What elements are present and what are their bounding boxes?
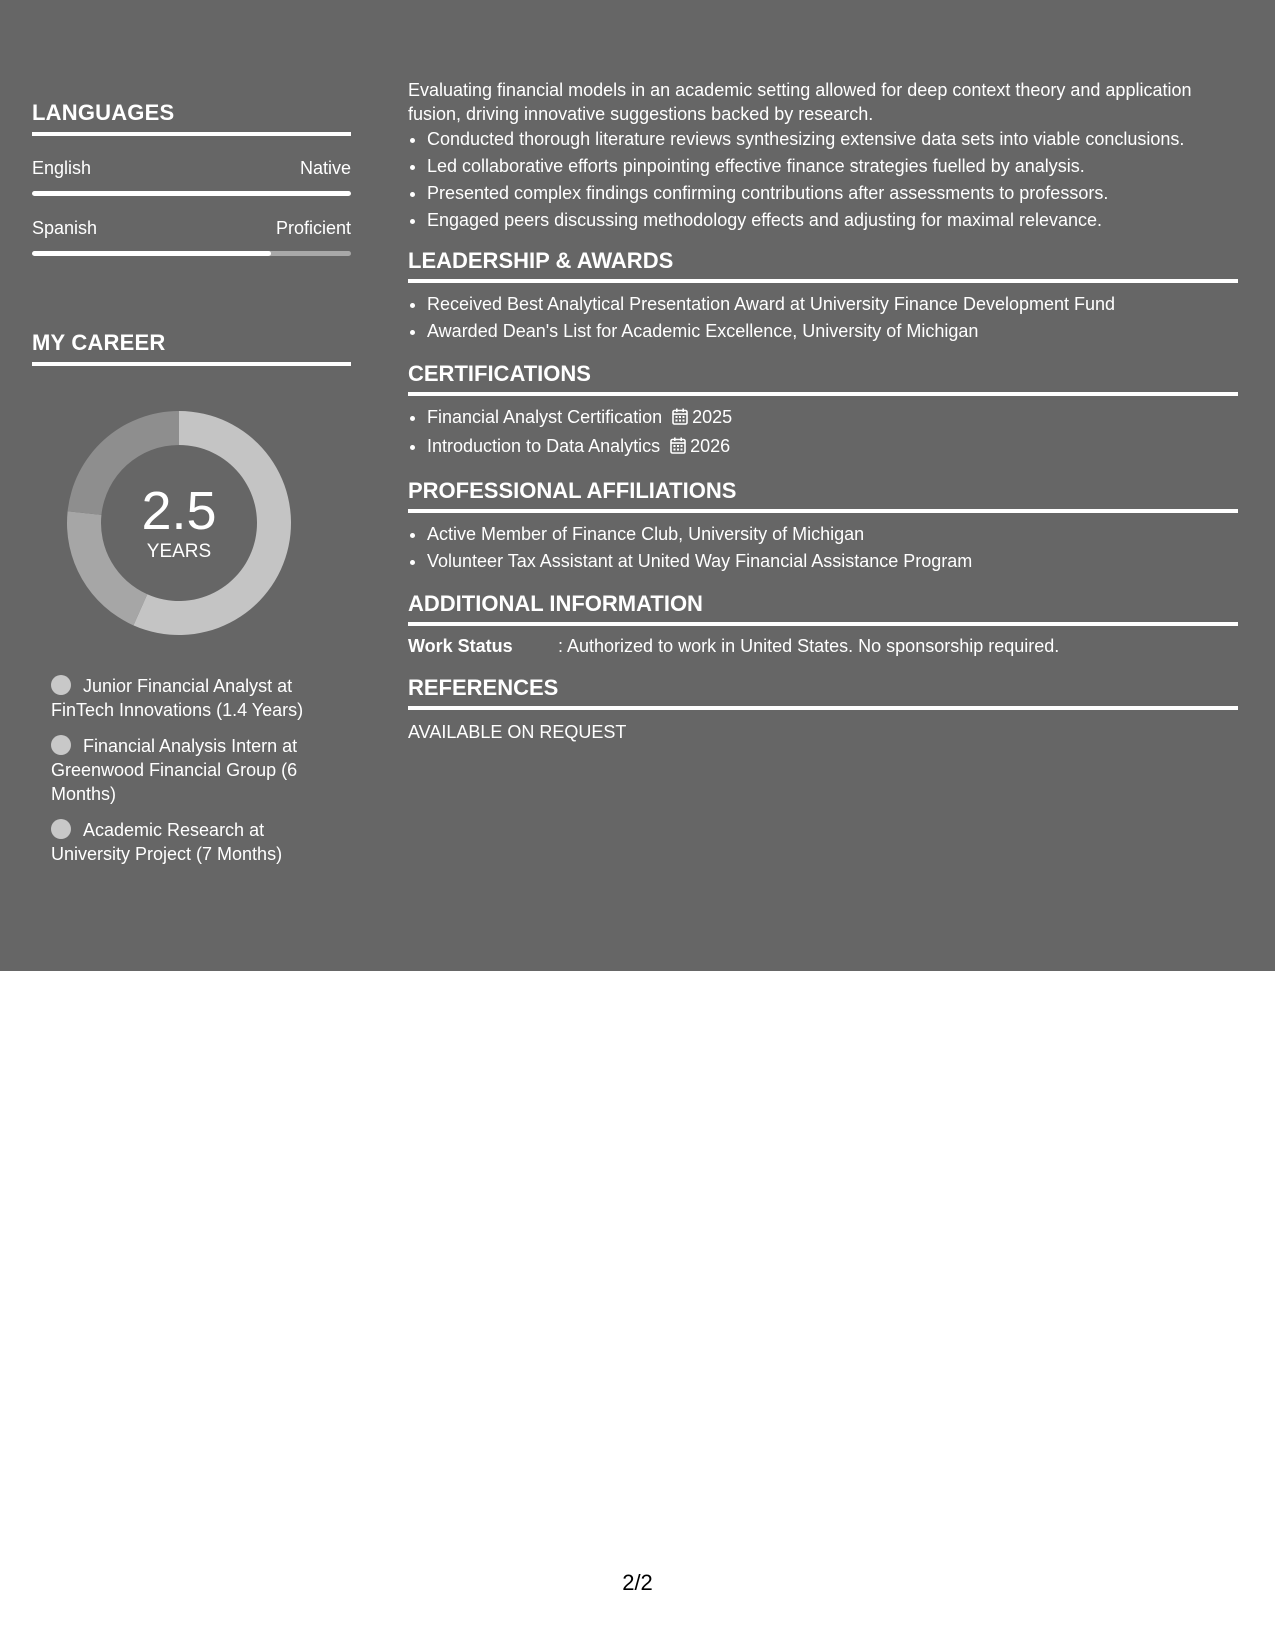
language-proficiency-fill xyxy=(32,251,271,256)
language-name: Spanish xyxy=(32,218,98,238)
calendar-icon xyxy=(672,406,688,433)
experience-bullet: • Led collaborative efforts pinpointing effective finance strategies fuelled by analysis. xyxy=(427,153,1238,180)
career-title: MY CAREER xyxy=(32,330,351,366)
certification-item xyxy=(427,404,1238,433)
certifications-list xyxy=(408,404,1238,462)
leadership-title: LEADERSHIP & AWARDS xyxy=(408,248,1238,283)
references-text: AVAILABLE ON REQUEST xyxy=(408,722,627,742)
leadership-list xyxy=(408,291,1238,345)
affiliation-item: • Active Member of Finance Club, University of Michigan xyxy=(427,521,1238,548)
career-total-value: 2.5 xyxy=(141,481,217,541)
career-legend-label: Junior Financial Analyst at FinTech Innovations (1.4 Years) xyxy=(51,676,304,720)
calendar-icon xyxy=(670,435,686,462)
language-proficiency-bar xyxy=(32,191,351,196)
language-name: English xyxy=(32,158,92,178)
affiliation-item: • Volunteer Tax Assistant at United Way Financial Assistance Program xyxy=(427,548,1238,575)
career-donut-chart xyxy=(64,408,294,638)
work-status-row xyxy=(408,636,1238,657)
left-column xyxy=(32,0,351,878)
career-legend-item xyxy=(51,734,331,806)
legend-dot-icon xyxy=(51,735,71,755)
certification-item xyxy=(427,433,1238,462)
certification-name: Financial Analyst Certification xyxy=(427,407,663,427)
legend-dot-icon xyxy=(51,675,71,695)
certification-year: 2026 xyxy=(690,436,731,456)
certification-year: 2025 xyxy=(692,407,733,427)
language-spanish xyxy=(32,218,351,256)
languages-title: LANGUAGES xyxy=(32,100,351,136)
additional-info-title: ADDITIONAL INFORMATION xyxy=(408,591,1238,626)
experience-bullet: • Conducted thorough literature reviews synthesizing extensive data sets into viable conclusions. xyxy=(427,126,1238,153)
leadership-item: • Received Best Analytical Presentation Award at University Finance Development Fund xyxy=(427,291,1238,318)
references-title: REFERENCES xyxy=(408,675,1238,710)
experience-bullets xyxy=(408,126,1238,234)
right-column xyxy=(408,78,1238,743)
experience-summary: Evaluating financial models in an academic setting allowed for deep context theory and application fusion, driving innovative suggestions backed by research. xyxy=(408,80,1192,124)
certification-name: Introduction to Data Analytics xyxy=(427,436,661,456)
language-proficiency-bar xyxy=(32,251,351,256)
career-legend xyxy=(51,674,331,866)
career-legend-label: Financial Analysis Intern at Greenwood Financial Group (6 Months) xyxy=(51,736,298,804)
career-legend-item xyxy=(51,674,331,722)
work-status-label: Work Status xyxy=(408,636,513,656)
language-level: Native xyxy=(299,158,351,178)
experience-bullet: • Engaged peers discussing methodology effects and adjusting for maximal relevance. xyxy=(427,207,1238,234)
affiliations-title: PROFESSIONAL AFFILIATIONS xyxy=(408,478,1238,513)
language-proficiency-fill xyxy=(32,191,351,196)
language-english xyxy=(32,158,351,196)
affiliations-list xyxy=(408,521,1238,575)
career-total-unit: YEARS xyxy=(146,541,212,562)
work-status-value: : Authorized to work in United States. No sponsorship required. xyxy=(558,636,1060,656)
certifications-title: CERTIFICATIONS xyxy=(408,361,1238,396)
career-legend-label: Academic Research at University Project (7 Months) xyxy=(51,820,283,864)
leadership-item: • Awarded Dean's List for Academic Excellence, University of Michigan xyxy=(427,318,1238,345)
language-level: Proficient xyxy=(275,218,351,238)
experience-bullet: • Presented complex findings confirming contributions after assessments to professors. xyxy=(427,180,1238,207)
page-number: 2/2 xyxy=(622,1570,653,1595)
career-legend-item xyxy=(51,818,331,866)
legend-dot-icon xyxy=(51,819,71,839)
